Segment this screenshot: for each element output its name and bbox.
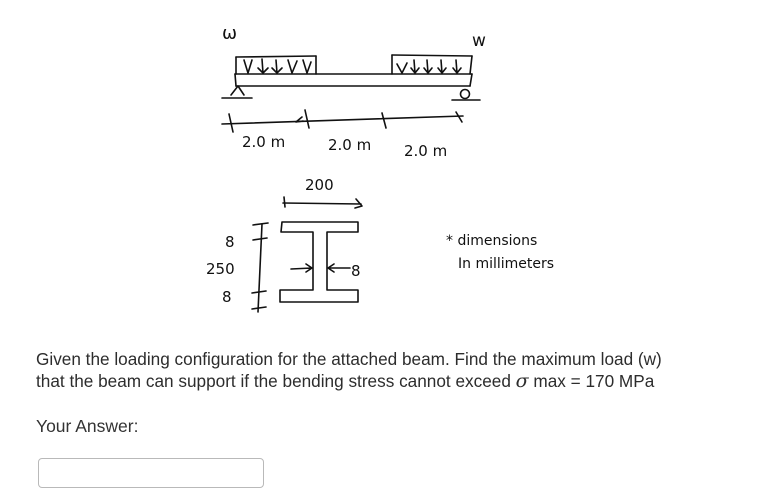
web-thickness-dimension bbox=[291, 264, 350, 272]
question-line-2-start: that the beam can support if the bending stress cannot exceed bbox=[36, 371, 511, 391]
dimensions-note-line-2: In millimeters bbox=[458, 256, 555, 272]
pin-support bbox=[222, 86, 252, 98]
sigma-symbol: σ bbox=[515, 370, 529, 392]
question-line-2 bbox=[36, 370, 756, 392]
your-answer-label: Your Answer: bbox=[36, 416, 139, 436]
span-1-label: 2.0 m bbox=[242, 133, 286, 151]
answer-input[interactable] bbox=[38, 458, 264, 488]
right-load-label: w bbox=[472, 31, 486, 51]
web-height-label: 250 bbox=[206, 260, 235, 278]
top-flange-thickness-label: 8 bbox=[225, 233, 235, 251]
right-distributed-load bbox=[392, 55, 472, 74]
web-thickness-label: 8 bbox=[351, 262, 361, 280]
question-line-2-end: max = 170 MPa bbox=[533, 371, 655, 391]
i-beam-cross-section bbox=[280, 222, 358, 302]
question-text bbox=[36, 348, 756, 392]
span-3-label: 2.0 m bbox=[404, 142, 448, 160]
height-dimension-line bbox=[252, 223, 268, 312]
flange-width-label: 200 bbox=[305, 176, 334, 194]
flange-width-dimension bbox=[283, 197, 362, 208]
left-load-label: ω bbox=[222, 23, 238, 44]
span-2-label: 2.0 m bbox=[328, 136, 372, 154]
question-line-1: Given the loading configuration for the attached beam. Find the maximum load (w) bbox=[36, 349, 662, 369]
roller-support bbox=[452, 90, 480, 101]
dimensions-note-line-1: * dimensions bbox=[446, 233, 538, 249]
beam bbox=[235, 74, 472, 86]
span-dimension-line bbox=[222, 110, 463, 132]
bottom-flange-thickness-label: 8 bbox=[222, 288, 232, 306]
left-distributed-load bbox=[236, 56, 316, 74]
